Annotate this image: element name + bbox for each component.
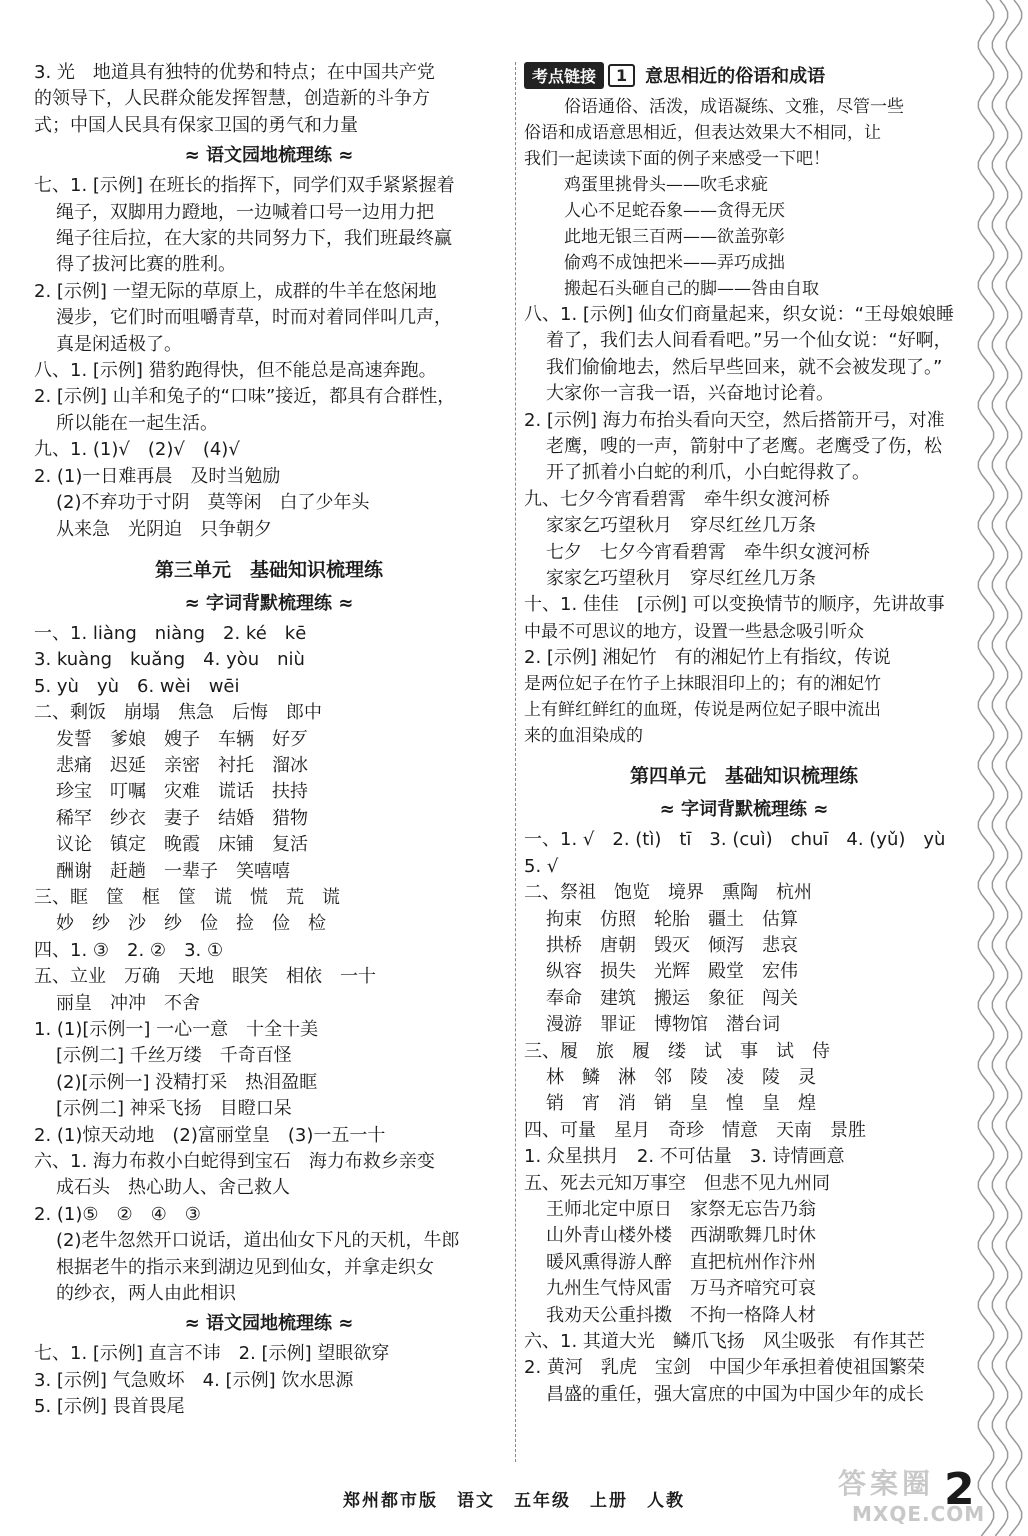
- kaodian-title: 意思相近的俗语和成语: [645, 66, 826, 87]
- column-divider: [515, 62, 516, 1462]
- left-column: [34, 60, 504, 1421]
- answer-line: 酬谢 赶趟 一辈子 笑嘻嘻: [56, 860, 290, 882]
- answer-line: 九、1. (1)√ (2)√ (4)√: [34, 439, 240, 461]
- answer-line: 漫步，它们时而咀嚼青草，时而对着同伴叫几声，: [56, 307, 452, 329]
- answer-line: 七夕 七夕今宵看碧霄 牵牛织女渡河桥: [546, 541, 870, 563]
- answer-line: 式；中国人民具有保家卫国的勇气和力量: [34, 114, 358, 136]
- answer-line: 奉命 建筑 搬运 象征 闯关: [546, 987, 798, 1009]
- answer-line: 五、立业 万确 天地 眼笑 相依 一十: [34, 966, 376, 988]
- answer-line: 销 宵 消 销 皇 惶 皇 煌: [546, 1093, 816, 1115]
- answer-line: 着了，我们去人间看看吧。”另一个仙女说：“好啊，: [546, 330, 952, 352]
- answer-line: 四、可量 星月 奇珍 情意 天南 景胜: [524, 1119, 866, 1141]
- answer-line: 家家乞巧望秋月 穿尽红丝几万条: [546, 515, 816, 537]
- watermark-url: MXQE.COM: [852, 1502, 986, 1526]
- answer-line: 中最不可思议的地方，设置一些悬念吸引听众: [524, 621, 864, 642]
- answer-line: 妙 纱 沙 纱 俭 捡 俭 检: [56, 913, 326, 935]
- answer-line: 2. (1)⑤ ② ④ ③: [34, 1203, 201, 1225]
- unit-heading: 第四单元 基础知识梳理练: [629, 765, 858, 788]
- answer-line: 5. yù yù 6. wèi wēi: [34, 675, 240, 697]
- answer-line: 三、履 旅 履 缕 试 事 试 侍: [524, 1040, 830, 1062]
- answer-line: 三、眶 筐 框 筐 谎 慌 荒 谎: [34, 886, 340, 908]
- answer-line: 六、1. 海力布救小白蛇得到宝石 海力布救乡亲变: [34, 1151, 435, 1173]
- answer-line: 老鹰，嗖的一声，箭射中了老鹰。老鹰受了伤，松: [546, 436, 942, 458]
- answer-line: 2. (1)惊天动地 (2)富丽堂皇 (3)一五一十: [34, 1124, 386, 1146]
- answer-line: 昌盛的重任，强大富庶的中国为中国少年的成长: [546, 1383, 924, 1405]
- answer-line: 搬起石头砸自己的脚——咎由自取: [564, 279, 819, 299]
- answer-line: 2. (1)一日难再晨 及时当勉励: [34, 465, 281, 487]
- page-footer: 郑州都市版 语文 五年级 上册 人教: [343, 1491, 685, 1511]
- answer-line: 从来急 光阴迫 只争朝夕: [56, 518, 272, 540]
- answer-line: 所以能在一起生活。: [56, 412, 218, 434]
- answer-line: 偷鸡不成蚀把米——弄巧成拙: [564, 253, 785, 273]
- unit-heading: 第三单元 基础知识梳理练: [154, 558, 383, 581]
- answer-line: 丽皇 冲冲 不舍: [56, 992, 200, 1014]
- answer-line: 5. [示例] 畏首畏尾: [34, 1396, 185, 1418]
- answer-line: 四、1. ③ 2. ② 3. ①: [34, 939, 224, 961]
- answer-line: 2. [示例] 海力布抬头看向天空，然后搭箭开弓，对准: [524, 409, 945, 431]
- answer-line: 绳子往后拉，在大家的共同努力下，我们班最终赢: [56, 228, 452, 250]
- answer-line: 上有鲜红鲜红的血斑，传说是两位妃子眼中流出: [524, 700, 881, 721]
- answer-line: 拱桥 唐朝 毁灭 倾泻 悲哀: [546, 934, 798, 956]
- answer-line: 七、1. [示例] 直言不讳 2. [示例] 望眼欲穿: [34, 1343, 390, 1365]
- answer-line: 绳子，双脚用力蹬地，一边喊着口号一边用力把: [56, 201, 434, 223]
- answer-line: 2. [示例] 一望无际的草原上，成群的牛羊在悠闲地: [34, 280, 437, 302]
- answer-line: 发誓 爹娘 嫂子 车辆 好歹: [56, 728, 308, 750]
- answer-line: 悲痛 迟延 亲密 衬托 溜冰: [56, 754, 308, 776]
- page-number: 2: [944, 1464, 975, 1515]
- answer-line: 开了抓着小白蛇的利爪，小白蛇得救了。: [546, 462, 870, 484]
- answer-line: 3. kuàng kuǎng 4. yòu niù: [34, 649, 305, 671]
- answer-line: 2. [示例] 湘妃竹 有的湘妃竹上有指纹，传说: [524, 646, 891, 668]
- answer-line: 七、1. [示例] 在班长的指挥下，同学们双手紧紧握着: [34, 175, 455, 197]
- answer-line: 3. 光 地道具有独特的优势和特点；在中国共产党: [34, 62, 435, 83]
- answer-line: 得了拔河比赛的胜利。: [56, 254, 236, 276]
- answer-line: 九、七夕今宵看碧霄 牵牛织女渡河桥: [524, 488, 830, 510]
- answer-line: 我劝天公重抖擞 不拘一格降人材: [546, 1304, 816, 1326]
- answer-line: 根据老牛的指示来到湖边见到仙女，并拿走织女: [56, 1256, 434, 1278]
- answer-line: 山外青山楼外楼 西湖歌舞几时休: [546, 1225, 816, 1247]
- answer-line: 王师北定中原日 家祭无忘告乃翁: [546, 1198, 816, 1220]
- answer-line: 我们偷偷地去，然后早些回来，就不会被发现了。”: [546, 356, 943, 378]
- answer-line: 的纱衣，两人由此相识: [56, 1283, 236, 1305]
- answer-line: 2. [示例] 山羊和兔子的“口味”接近，都具有合群性，: [34, 386, 456, 408]
- answer-line: 家家乞巧望秋月 穿尽红丝几万条: [546, 568, 816, 590]
- answer-line: 拘束 仿照 轮胎 疆土 估算: [546, 908, 798, 930]
- answer-line: 2. 黄河 乳虎 宝剑 中国少年承担着使祖国繁荣: [524, 1357, 925, 1379]
- answer-line: [示例二] 千丝万缕 千奇百怪: [56, 1045, 292, 1067]
- answer-line: 九州生气恃风雷 万马齐喑究可哀: [546, 1278, 816, 1300]
- answer-line: 六、1. 其道大光 鳞爪飞扬 风尘吸张 有作其芒: [524, 1331, 925, 1352]
- answer-line: 真是闲适极了。: [56, 333, 182, 355]
- answer-line: 我们一起读读下面的例子来感受一下吧！: [524, 149, 830, 169]
- answer-line: 漫游 罪证 博物馆 潜台词: [546, 1014, 780, 1036]
- answer-line: 林 鳞 淋 邻 陵 凌 陵 灵: [546, 1066, 816, 1088]
- answer-line: 二、祭祖 饱览 境界 熏陶 杭州: [524, 882, 812, 904]
- answer-line: 鸡蛋里挑骨头——吹毛求疵: [564, 175, 768, 195]
- answer-line: (2)老牛忽然开口说话，道出仙女下凡的天机，牛郎: [56, 1230, 460, 1252]
- right-column: [524, 60, 964, 1408]
- answer-line: 来的血泪染成的: [524, 726, 643, 747]
- answer-line: (2)[示例一] 没精打采 热泪盈眶: [56, 1071, 318, 1093]
- section-heading: ≈ 字词背默梳理练 ≈: [659, 799, 829, 821]
- answer-line: 俗语通俗、活泼，成语凝练、文雅，尽管一些: [564, 97, 904, 117]
- answer-line: [示例二] 神采飞扬 目瞪口呆: [56, 1098, 292, 1120]
- kaodian-badge: 考点链接: [524, 62, 604, 89]
- section-heading: ≈ 语文园地梳理练 ≈: [184, 145, 354, 167]
- answer-line: 珍宝 叮嘱 灾难 谎话 扶持: [56, 781, 308, 803]
- answer-line: 八、1. [示例] 猎豹跑得快，但不能总是高速奔跑。: [34, 360, 437, 382]
- answer-line: 此地无银三百两——欲盖弥彰: [564, 227, 785, 247]
- answer-line: 大家你一言我一语，兴奋地讨论着。: [546, 383, 834, 405]
- answer-line: (2)不弃功于寸阴 莫等闲 白了少年头: [56, 492, 370, 514]
- answer-line: 是两位妃子在竹子上抹眼泪印上的；有的湘妃竹: [524, 674, 881, 695]
- answer-line: 一、1. √ 2. (tì) tī 3. (cuì) chuī 4. (yǔ) yù: [524, 829, 946, 851]
- section-heading: ≈ 字词背默梳理练 ≈: [184, 592, 354, 614]
- kaodian-number: 1: [608, 64, 635, 87]
- answer-line: 议论 镇定 晚霞 床铺 复活: [56, 834, 308, 856]
- answer-line: 1. (1)[示例一] 一心一意 十全十美: [34, 1019, 319, 1040]
- answer-line: 俗语和成语意思相近，但表达效果大不相同，让: [524, 123, 881, 143]
- decorative-wave-border: [968, 0, 1028, 1536]
- answer-line: 5. √: [524, 855, 559, 877]
- right-body: [524, 94, 964, 1408]
- answer-line: 稀罕 纱衣 妻子 结婚 猎物: [56, 807, 308, 829]
- answer-line: 暖风熏得游人醉 直把杭州作汴州: [546, 1251, 816, 1273]
- answer-line: 1. 众星拱月 2. 不可估量 3. 诗情画意: [524, 1146, 845, 1168]
- answer-line: 五、死去元知万事空 但悲不见九州同: [524, 1172, 830, 1194]
- kaodian-header: [524, 60, 964, 90]
- watermark-logo: 答案圈: [838, 1467, 935, 1500]
- answer-line: 人心不足蛇吞象——贪得无厌: [564, 201, 785, 221]
- answer-line: 的领导下，人民群众能发挥智慧，创造新的斗争方: [34, 88, 430, 110]
- answer-line: 八、1. [示例] 仙女们商量起来，织女说：“王母娘娘睡: [524, 304, 954, 325]
- answer-line: 成石头 热心助人、舍己救人: [56, 1177, 290, 1199]
- answer-line: 十、1. 佳佳 [示例] 可以变换情节的顺序，先讲故事: [524, 594, 945, 616]
- answer-line: 纵容 损失 光辉 殿堂 宏伟: [546, 961, 798, 983]
- answer-line: 一、1. liàng niàng 2. ké kē: [34, 622, 307, 644]
- answer-line: 3. [示例] 气急败坏 4. [示例] 饮水思源: [34, 1369, 354, 1391]
- section-heading: ≈ 语文园地梳理练 ≈: [184, 1313, 354, 1335]
- answer-line: 二、剩饭 崩塌 焦急 后悔 郎中: [34, 702, 322, 724]
